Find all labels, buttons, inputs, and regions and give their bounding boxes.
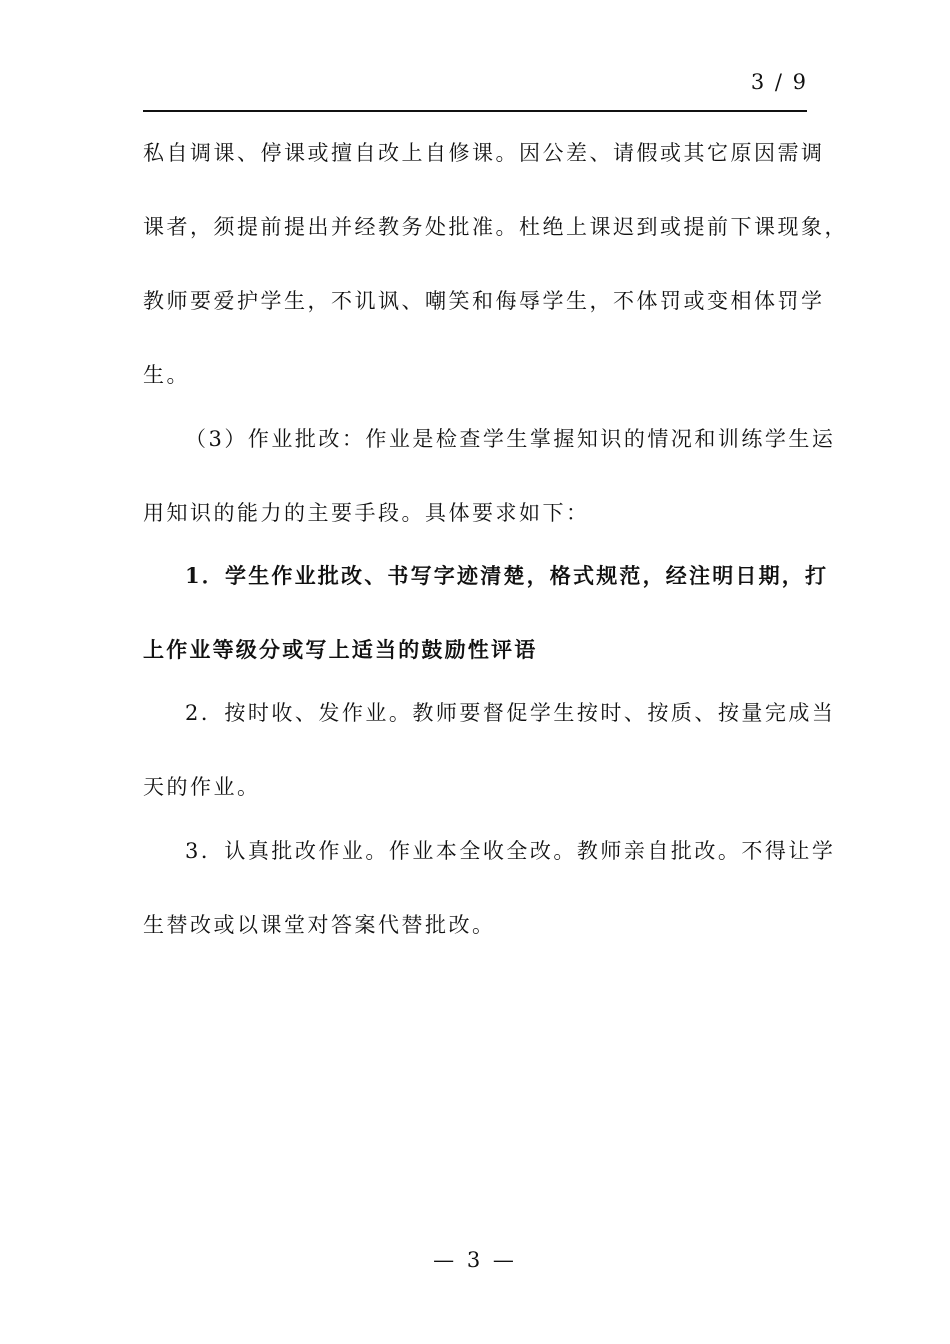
text-line: （3）作业批改：作业是检查学生掌握知识的情况和训练学生运 [185,427,836,451]
text-line-bold: 上作业等级分或写上适当的鼓励性评语 [143,637,538,662]
text-line: 教师要爱护学生，不讥讽、嘲笑和侮辱学生，不体罚或变相体罚学 [143,289,825,313]
text-line: 天的作业。 [143,775,261,799]
text-line: 私自调课、停课或擅自改上自修课。因公差、请假或其它原因需调 [143,141,825,165]
header-rule [143,110,807,112]
text-line: 生替改或以课堂对答案代替批改。 [143,913,496,937]
text-line: 生。 [143,363,190,387]
text-line: 3．认真批改作业。作业本全收全改。教师亲自批改。不得让学 [185,839,836,863]
page-counter: 3 / 9 [750,70,808,94]
text-line-bold: 1．学生作业批改、书写字迹清楚，格式规范，经注明日期，打 [185,563,829,588]
text-line: 用知识的能力的主要手段。具体要求如下： [143,501,590,525]
text-line: 2．按时收、发作业。教师要督促学生按时、按质、按量完成当 [185,701,836,725]
text-line: 课者，须提前提出并经教务处批准。杜绝上课迟到或提前下课现象， [143,215,848,239]
footer-page-number: — 3 — [433,1248,517,1272]
